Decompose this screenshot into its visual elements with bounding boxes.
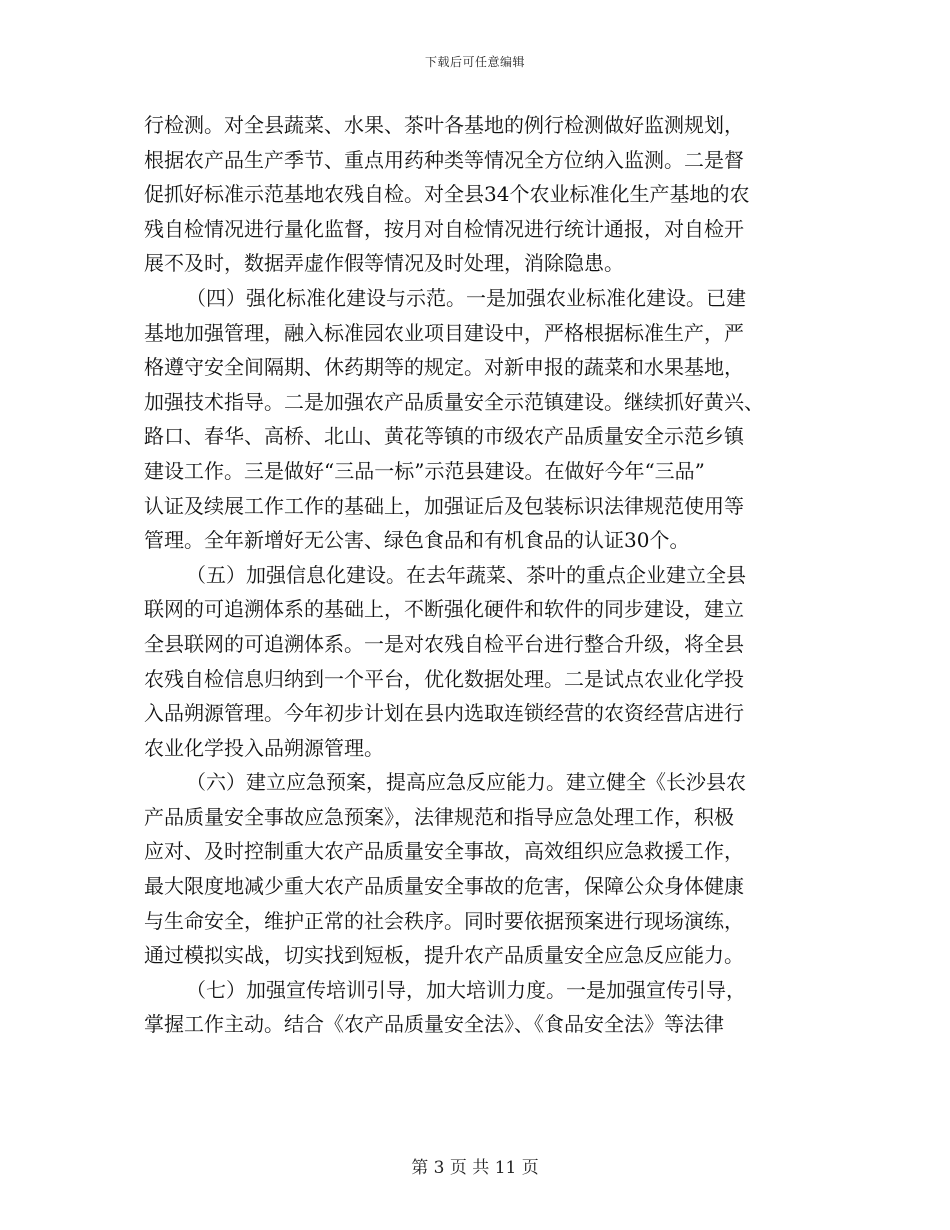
text-line: 路口、春华、高桥、北山、黄花等镇的市级农产品质量安全示范乡镇 [144, 424, 744, 449]
section-7-heading-line: （七）加强宣传培训引导，加大培训力度。一是加强宣传引导， [186, 977, 746, 1002]
text-line: 全县联网的可追溯体系。一是对农残自检平台进行整合升级，将全县 [144, 631, 744, 656]
text-line: 认证及续展工作工作的基础上，加强证后及包装标识法律规范使用等 [144, 493, 744, 518]
text-line: 农业化学投入品朔源管理。 [144, 735, 384, 760]
text-line: 掌握工作主动。结合《农产品质量安全法》、《食品安全法》等法律 [144, 1012, 724, 1037]
text-line: 产品质量安全事故应急预案》，法律规范和指导应急处理工作，积极 [144, 804, 734, 829]
text-line: 应对、及时控制重大农产品质量安全事故，高效组织应急救援工作， [144, 839, 744, 864]
text-line: 通过模拟实战，切实找到短板，提升农产品质量安全应急反应能力。 [144, 943, 744, 968]
section-5-heading-line: （五）加强信息化建设。在去年蔬菜、茶叶的重点企业建立全县 [186, 562, 746, 587]
text-line: 行检测。对全县蔬菜、水果、茶叶各基地的例行检测做好监测规划， [144, 113, 744, 137]
document-body [144, 108, 814, 1042]
text-line: 展不及时，数据弄虚作假等情况及时处理，消除隐患。 [144, 251, 624, 276]
text-line: 根据农产品生产季节、重点用药种类等情况全方位纳入监测。二是督 [144, 147, 744, 172]
section-4-heading-line: （四）强化标准化建设与示范。一是加强农业标准化建设。已建 [186, 285, 746, 310]
page-header: 下载后可任意编辑 [424, 55, 525, 69]
text-line: 加强技术指导。二是加强农产品质量安全示范镇建设。继续抓好黄兴、 [144, 389, 764, 414]
text-line: 格遵守安全间隔期、休药期等的规定。对新申报的蔬菜和水果基地， [144, 355, 744, 380]
text-line: 促抓好标准示范基地农残自检。对全县34个农业标准化生产基地的农 [144, 182, 750, 207]
text-line: 基地加强管理，融入标准园农业项目建设中，严格根据标准生产，严 [144, 320, 744, 345]
text-line: 最大限度地减少重大农产品质量安全事故的危害，保障公众身体健康 [144, 874, 744, 899]
section-6-heading-line: （六）建立应急预案，提高应急反应能力。建立健全《长沙县农 [186, 770, 746, 795]
page-number-footer: 第 3 页 共 11 页 [411, 1158, 539, 1178]
text-line: 残自检情况进行量化监督，按月对自检情况进行统计通报，对自检开 [144, 216, 744, 241]
text-line: 农残自检信息归纳到一个平台，优化数据处理。二是试点农业化学投 [144, 666, 744, 691]
text-line: 与生命安全，维护正常的社会秩序。同时要依据预案进行现场演练， [144, 908, 744, 933]
text-line: 入品朔源管理。今年初步计划在县内选取连锁经营的农资经营店进行 [144, 701, 744, 726]
text-line: 管理。全年新增好无公害、绿色食品和有机食品的认证30个。 [144, 528, 690, 553]
text-line: 联网的可追溯体系的基础上，不断强化硬件和软件的同步建设，建立 [144, 597, 744, 622]
text-line: 建设工作。三是做好“三品一标”示范县建设。在做好今年“三品” [144, 458, 705, 483]
